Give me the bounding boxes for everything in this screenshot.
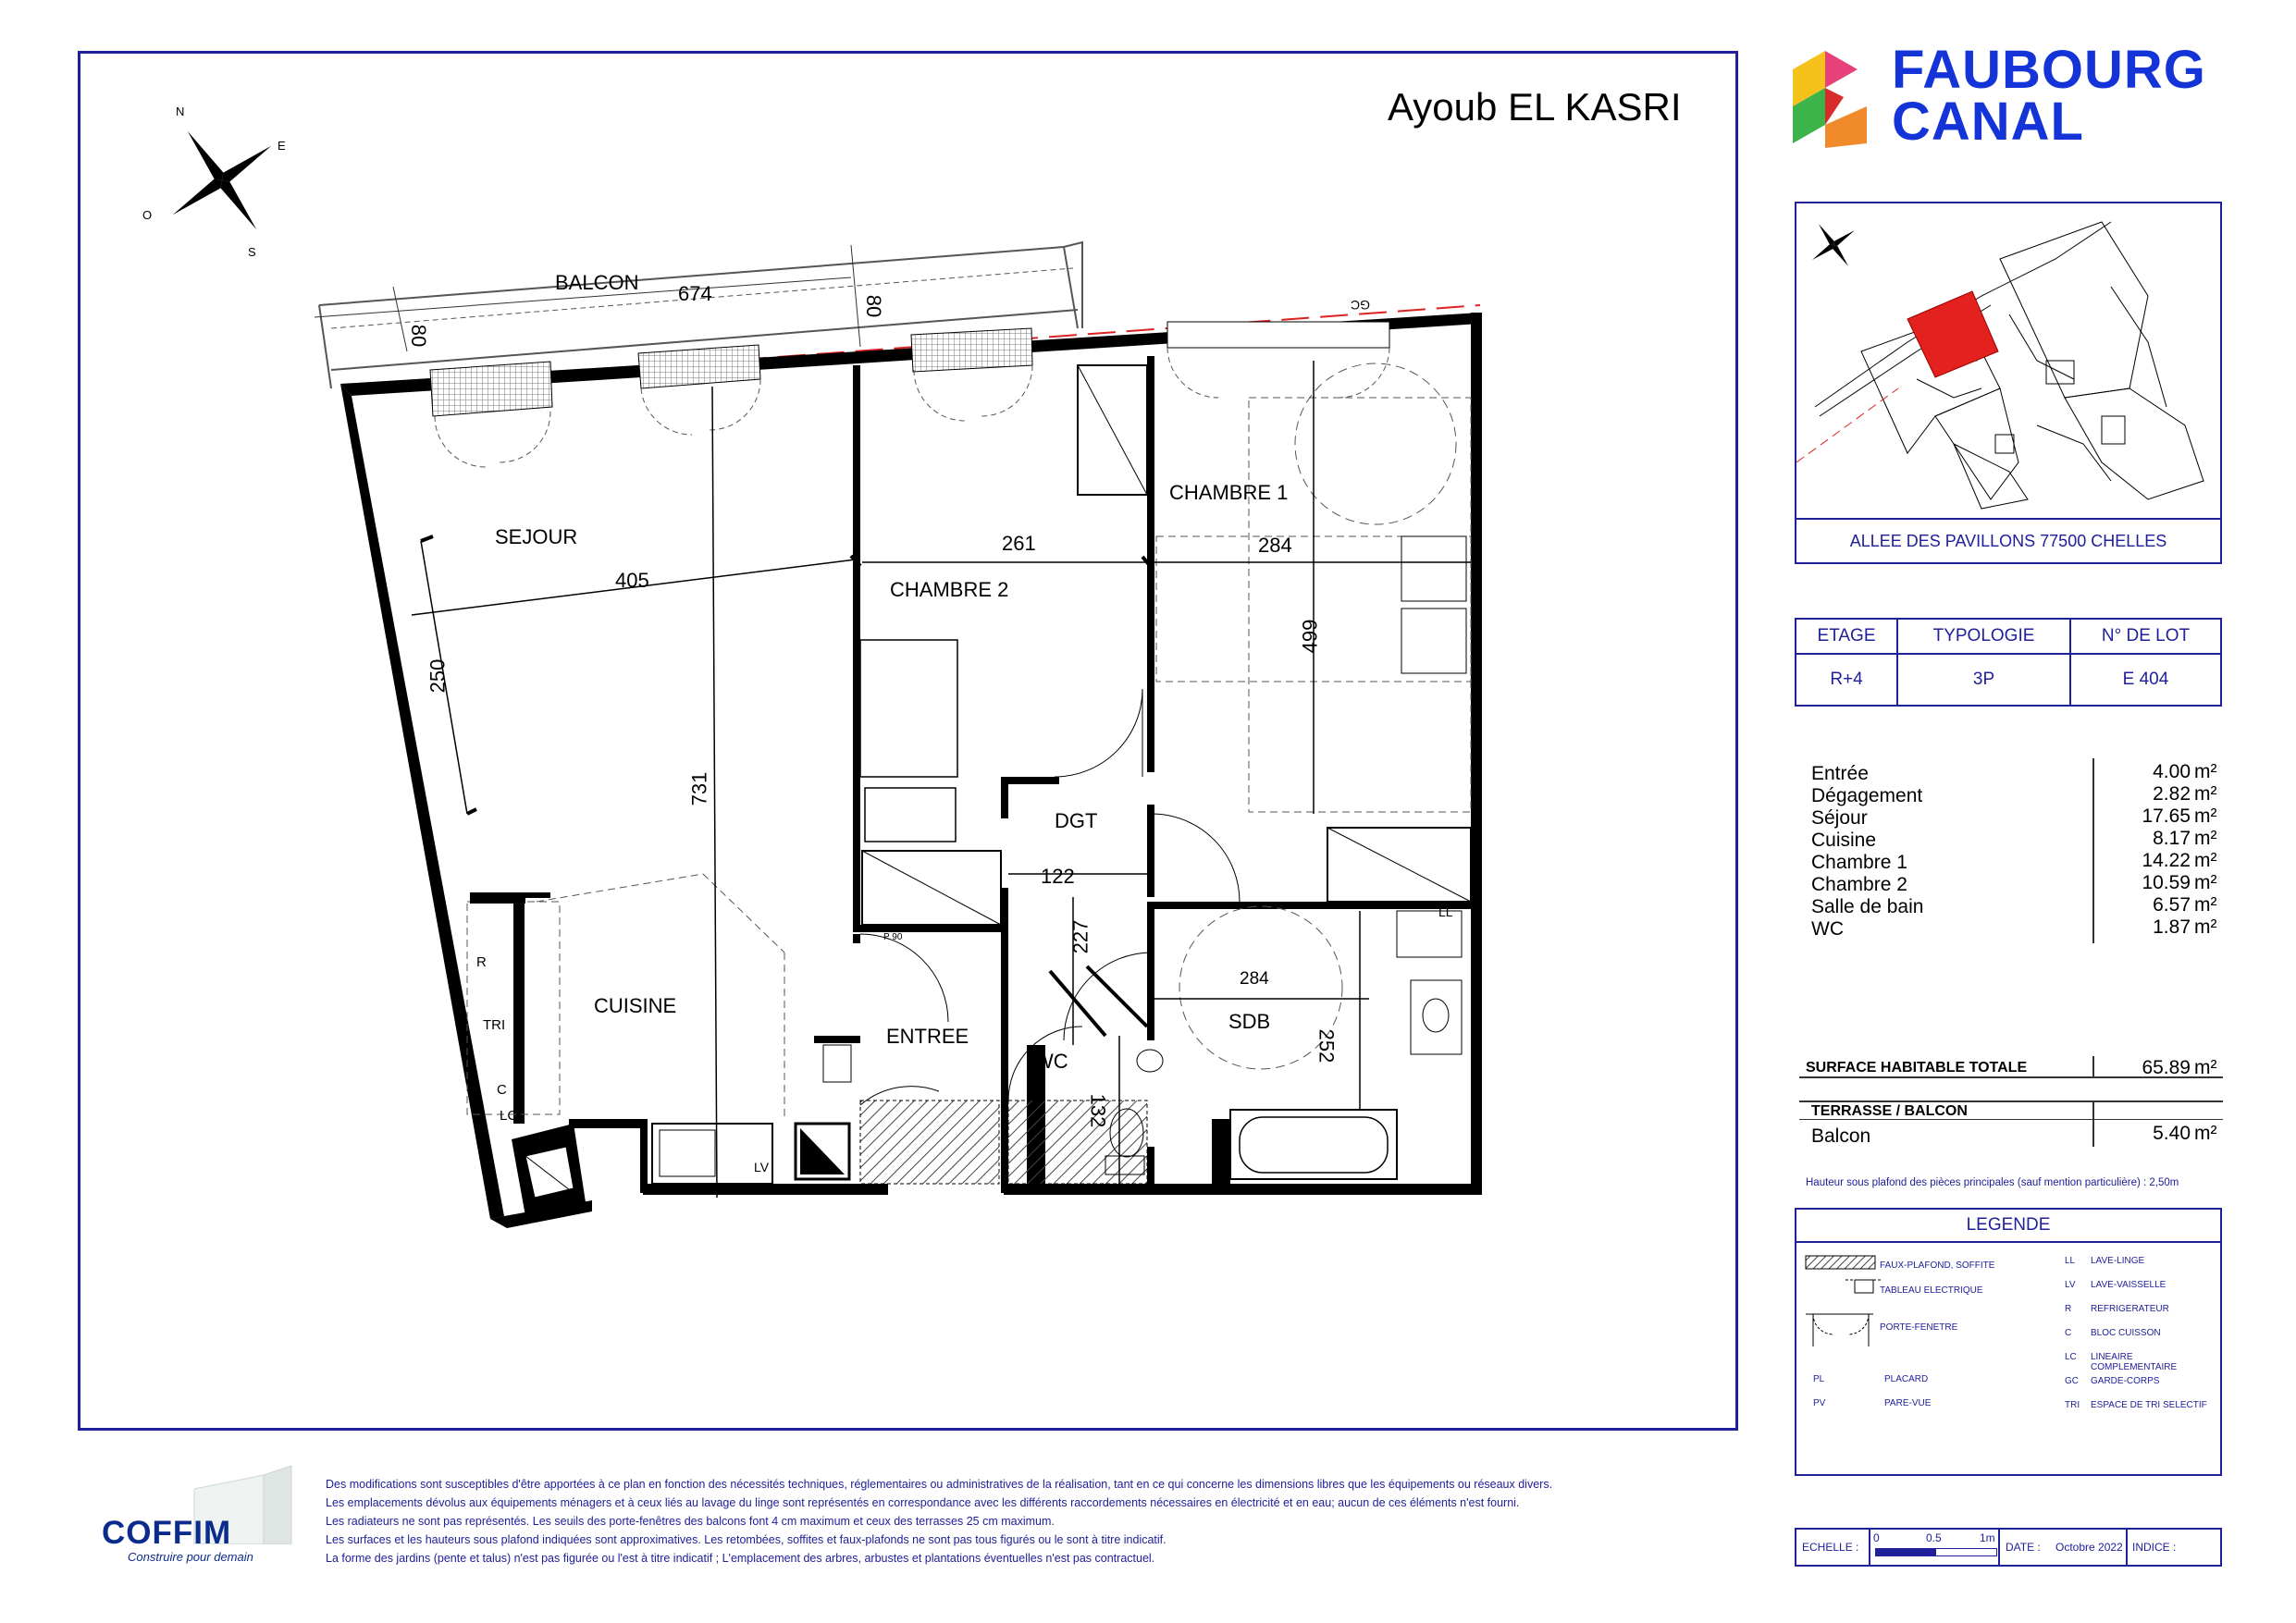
brand-name [1892,40,2206,152]
address: ALLEE DES PAVILLONS 77500 CHELLES [1796,518,2220,562]
lot-header-typologie: TYPOLOGIE [1897,619,2070,654]
surface-label: Salle de bain [1811,896,1924,917]
location-map-panel [1795,202,2222,564]
scale-divider [2126,1530,2128,1565]
dim-499: 499 [1298,619,1322,654]
lot-numero: E 404 [2070,654,2221,706]
total-unit: m² [2194,1057,2217,1078]
room-label-cuisine: CUISINE [594,994,677,1017]
footer-line: Les emplacements dévolus aux équipements ménagers et à ceux liés au lavage du linge sont représentés en correspondance avec les différents raccordements nécessaires en électricité et en eau; aucun de ces éléments n'est fourni. [326,1496,1520,1509]
dim-284-sdb: 284 [1240,969,1269,989]
footer-line: La forme des jardins (pente et talus) n'est pas figurée ou l'est à titre indicatif ; L'emplacement des arbres, arbustes et plantations éventuelles n'est pas contractuel. [326,1552,1155,1565]
legend-text: LAVE-LINGE [2091,1256,2145,1266]
surface-label: Cuisine [1811,830,1877,851]
dim-674: 674 [678,282,712,305]
compass-icon [138,96,305,264]
lot-header-etage: ETAGE [1796,619,1897,654]
dim-731: 731 [687,771,711,806]
surface-label: Séjour [1811,807,1868,829]
total-label: SURFACE HABITABLE TOTALE [1806,1060,2028,1076]
room-label-sdb: SDB [1228,1010,1271,1033]
dim-250: 250 [426,658,450,694]
scale-tick-1m: 1m [1980,1531,1995,1544]
compass-e: E [278,139,286,153]
dim-252: 252 [1315,1028,1339,1064]
terrasse-label: TERRASSE / BALCON [1811,1103,1968,1119]
dim-261: 261 [1002,532,1036,555]
surface-unit: m² [2194,828,2217,849]
scale-bar-panel [1795,1528,2222,1567]
legend-code: LV [2065,1280,2076,1290]
fixture-r: R [476,954,487,970]
lot-header-numero: N° DE LOT [2070,619,2221,654]
footer-disclaimer [326,1475,1552,1568]
legend-text: BLOC CUISSON [2091,1328,2161,1338]
brand-line1: FAUBOURG [1892,40,2206,100]
scale-divider [1869,1530,1870,1565]
room-label-chambre1: CHAMBRE 1 [1169,481,1289,504]
terrasse-divider [2092,1100,2094,1147]
legend-title: LEGENDE [1966,1215,2051,1235]
surface-value: 1.87 [2153,916,2191,938]
fixture-c: C [497,1082,507,1098]
room-label-wc: WC [1034,1050,1068,1073]
legend-code: LL [2065,1256,2076,1266]
scale-divider [1998,1530,2000,1565]
fixture-tri: TRI [483,1017,506,1033]
brand-line2: CANAL [1892,92,2084,152]
scale-label: ECHELLE : [1802,1541,1859,1554]
terrasse-rule [1799,1100,2223,1102]
legend-code: R [2065,1304,2072,1314]
fixture-lc: LC [500,1108,518,1124]
legend-panel [1795,1208,2222,1476]
room-label-sejour: SEJOUR [495,525,578,548]
dim-80-left: 80 [407,324,431,348]
legend-text: PLACARD [1884,1374,1929,1384]
floor-plan [78,51,1738,1431]
surface-value: 14.22 [2142,850,2191,871]
legend-text: PARE-VUE [1884,1398,1932,1408]
scale-tick-0: 0 [1873,1531,1880,1544]
legend-text: GARDE-CORPS [2091,1376,2160,1386]
dim-80-right: 80 [862,294,886,318]
surface-value: 2.82 [2153,783,2191,805]
client-name: Ayoub EL KASRI [1388,85,1682,129]
surface-label: Dégagement [1811,785,1923,806]
surface-value: 6.57 [2153,894,2191,916]
surface-value: 4.00 [2153,761,2191,782]
legend-faux-plafond: FAUX-PLAFOND, SOFFITE [1880,1260,1995,1271]
surface-unit: m² [2194,805,2217,827]
room-label-dgt: DGT [1055,809,1098,832]
faubourg-canal-logo-icon [1793,51,1871,148]
surfaces-divider [2092,758,2094,943]
surface-label: Chambre 2 [1811,874,1907,895]
total-divider [2092,1056,2094,1078]
surface-value: 8.17 [2153,828,2191,849]
terrasse-unit: m² [2194,1123,2217,1144]
legend-tableau: TABLEAU ELECTRIQUE [1880,1285,1983,1296]
date-value: Octobre 2022 [2055,1541,2123,1554]
legend-text: LINEAIRE COMPLEMENTAIRE [2091,1352,2178,1372]
surface-label: WC [1811,918,1844,940]
surface-unit: m² [2194,761,2217,782]
scale-bar-empty [1935,1548,1997,1556]
legend-code: TRI [2065,1400,2080,1410]
surface-unit: m² [2194,916,2217,938]
surface-unit: m² [2194,783,2217,805]
fixture-gc: GC [1351,298,1370,313]
legend-symbols [1804,1254,1896,1365]
map-compass-icon [1797,209,1870,281]
footer-line: Les surfaces et les hauteurs sous plafond indiquées sont approximatives. Les retombées, soffites et faux-plafonds ne sont pas tous figurés ou le sont à titre indicatif. [326,1533,1167,1546]
terrasse-value: 5.40 [2153,1123,2191,1144]
legend-code: C [2065,1328,2072,1338]
legend-text: REFRIGERATEUR [2091,1304,2169,1314]
total-value: 65.89 [2142,1057,2191,1078]
lot-etage: R+4 [1796,654,1897,706]
surface-value: 17.65 [2142,805,2191,827]
footer-line: Des modifications sont susceptibles d'être apportées à ce plan en fonction des nécessités techniques, réglementaires ou administratives de la réalisation, tant en ce qui concerne les dimensions libres que les équipements ou réseaux divers. [326,1478,1553,1491]
compass-s: S [248,245,256,259]
surface-unit: m² [2194,872,2217,893]
surface-value: 10.59 [2142,872,2191,893]
surface-label: Entrée [1811,763,1869,784]
ceiling-note: Hauteur sous plafond des pièces principales (sauf mention particulière) : 2,50m [1806,1177,2179,1188]
room-label-balcon: BALCON [555,271,639,294]
fixture-ll: LL [1438,904,1453,919]
surface-unit: m² [2194,894,2217,916]
compass-o: O [142,208,153,222]
legend-code: GC [2065,1376,2079,1386]
index-label: INDICE : [2132,1541,2177,1554]
lot-typologie: 3P [1897,654,2070,706]
footer-line: Les radiateurs ne sont pas représentés. Les seuils des porte-fenêtres des balcons font 4 cm maximum et ceux des terrasses 25 cm maximum. [326,1515,1055,1528]
dim-284-chambre1: 284 [1258,534,1292,557]
legend-code: PL [1813,1374,1825,1384]
surface-unit: m² [2194,850,2217,871]
coffim-name: COFFIM [102,1515,232,1551]
dim-227: 227 [1068,919,1092,954]
lot-table [1795,618,2222,707]
legend-rule [1796,1241,2220,1243]
surface-label: Chambre 1 [1811,852,1907,873]
scale-bar-filled [1875,1548,1937,1556]
dim-405: 405 [615,569,649,592]
date-label: DATE : [2006,1541,2041,1554]
dim-132: 132 [1086,1093,1110,1128]
coffim-tagline: Construire pour demain [128,1550,253,1564]
legend-code: LC [2065,1352,2077,1362]
terrasse-item: Balcon [1811,1125,1871,1147]
legend-text: LAVE-VAISSELLE [2091,1280,2166,1290]
legend-porte-fenetre: PORTE-FENETRE [1880,1322,1958,1333]
room-label-entree: ENTREE [886,1025,969,1048]
room-label-chambre2: CHAMBRE 2 [890,578,1009,601]
scale-tick-05: 0.5 [1926,1531,1942,1544]
dim-122: 122 [1041,865,1075,888]
legend-text: ESPACE DE TRI SELECTIF [2091,1400,2207,1410]
compass-n: N [176,105,185,118]
location-map [1796,203,2220,518]
legend-code: PV [1813,1398,1826,1408]
fixture-lv: LV [754,1160,770,1174]
terrasse-rule2 [1799,1119,2223,1120]
fixture-p90: P 90 [883,932,903,942]
